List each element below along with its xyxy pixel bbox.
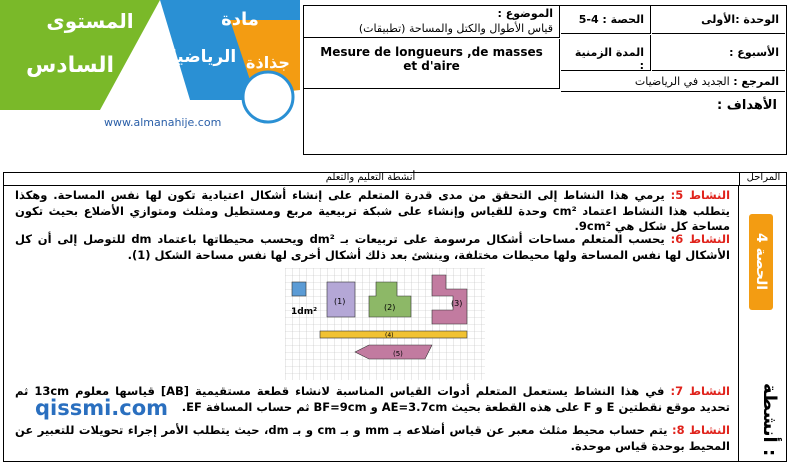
topic-label: الموضوع : <box>497 7 553 20</box>
logo-circle <box>243 72 293 122</box>
logo-doc-kind: جذاذة <box>246 53 290 72</box>
topic-french: Mesure de longueurs ,de masses et d'aire <box>304 39 560 89</box>
unit-square-label: 1dm² <box>291 307 318 317</box>
activity-5 <box>15 188 730 235</box>
activity-5-tag: النشاط 5: <box>670 188 731 202</box>
activity-5-text: يرمي هذا النشاط إلى التحقق من مدى قدرة المتعلم على إنشاء أشكال اعتيادية تكون لها نفس المساحة. وهكذا يتطلب هذا النشاط اعتماد cm² وحدة للقياس وإنشاء على شبكة تربيعية مربع ومستطيل ومثلث ومتوازي الأضلاع بحيث تكون مساحة كل شكل هي 9cm². <box>15 188 730 233</box>
unit-square <box>292 282 306 296</box>
shape-1-label: (1) <box>334 297 346 306</box>
activity-6-text: يحسب المتعلم مساحات أشكال مرسومة على تربيعات بـ dm² ويحسب محيطاتها باعتماد dm للتوصل إلى أن كل الأشكال لها نفس المساحة ولها محيطات مختلفة، وينشئ بعد ذلك أشكال أخرى لها نفس مساحة الشكل (1). <box>15 232 730 262</box>
reference-value: الجديد في الرياضيات <box>634 75 730 88</box>
activity-8-tag: النشاط 8: <box>671 423 730 437</box>
activity-7-text: في هذا النشاط يستعمل المتعلم أدوات القياس المناسبة لانشاء قطعة مستقيمية [AB] قياسها معلوم 13cm ثم تحديد موقع نقطتين E و F على هذه القطعة بحيث AE=3.7cm و BF=9cm ثم حساب المسافة EF. <box>15 384 730 414</box>
reference-label: المرجع : <box>733 75 779 88</box>
shape-4 <box>320 331 467 338</box>
logo-subject-name: الرياضيات <box>153 47 237 67</box>
shape-3-label: (3) <box>451 299 463 308</box>
table-header <box>3 172 787 186</box>
activities-vertical-label: أنشطة : <box>759 383 780 457</box>
activity-8 <box>15 423 730 454</box>
duration-cell: المدة الزمنية : <box>561 35 651 71</box>
session-cell: الحصة : 4-5 <box>561 6 651 34</box>
logo-level-word: المستوى <box>46 9 134 33</box>
unit-cell: الوحدة :الأولى <box>652 6 785 34</box>
shape-4-label: (4) <box>385 332 394 339</box>
goals-cell: الأهداف : <box>717 98 777 113</box>
site-url[interactable]: www.almanahije.com <box>104 116 222 129</box>
activity-7-tag: النشاط 7: <box>670 384 730 398</box>
shape-5-label: (5) <box>393 350 403 358</box>
grid-figure <box>285 268 485 380</box>
topic-cell <box>304 6 560 38</box>
shape-2-label: (2) <box>384 303 396 312</box>
activity-6-tag: النشاط 6: <box>670 232 730 246</box>
watermark: qissmi.com <box>35 396 169 420</box>
activity-6 <box>15 232 730 263</box>
topic-arabic: قياس الأطوال والكتل والمساحة (تطبيقات) <box>358 22 553 35</box>
logo-subject-word: مادة <box>221 9 259 30</box>
activity-8-text: يتم حساب محيط مثلث معبر عن قياس أضلاعه بـ mm و بـ cm و بـ dm، حيث يتطلب الأمر إجراء تحويلات للتعبير عن المحيط بوحدة قياس موحدة. <box>15 423 730 453</box>
header-stages: المراحل <box>739 172 787 186</box>
week-cell: الأسبوع : <box>652 35 785 71</box>
logo-banner <box>0 0 300 135</box>
header-activities: أنشطة التعليم والتعلم <box>325 172 416 183</box>
info-box <box>303 5 787 155</box>
session-badge-text: الحصة 4 <box>753 233 769 291</box>
reference-cell <box>561 72 785 92</box>
logo-level-grade: السادس <box>25 53 115 78</box>
